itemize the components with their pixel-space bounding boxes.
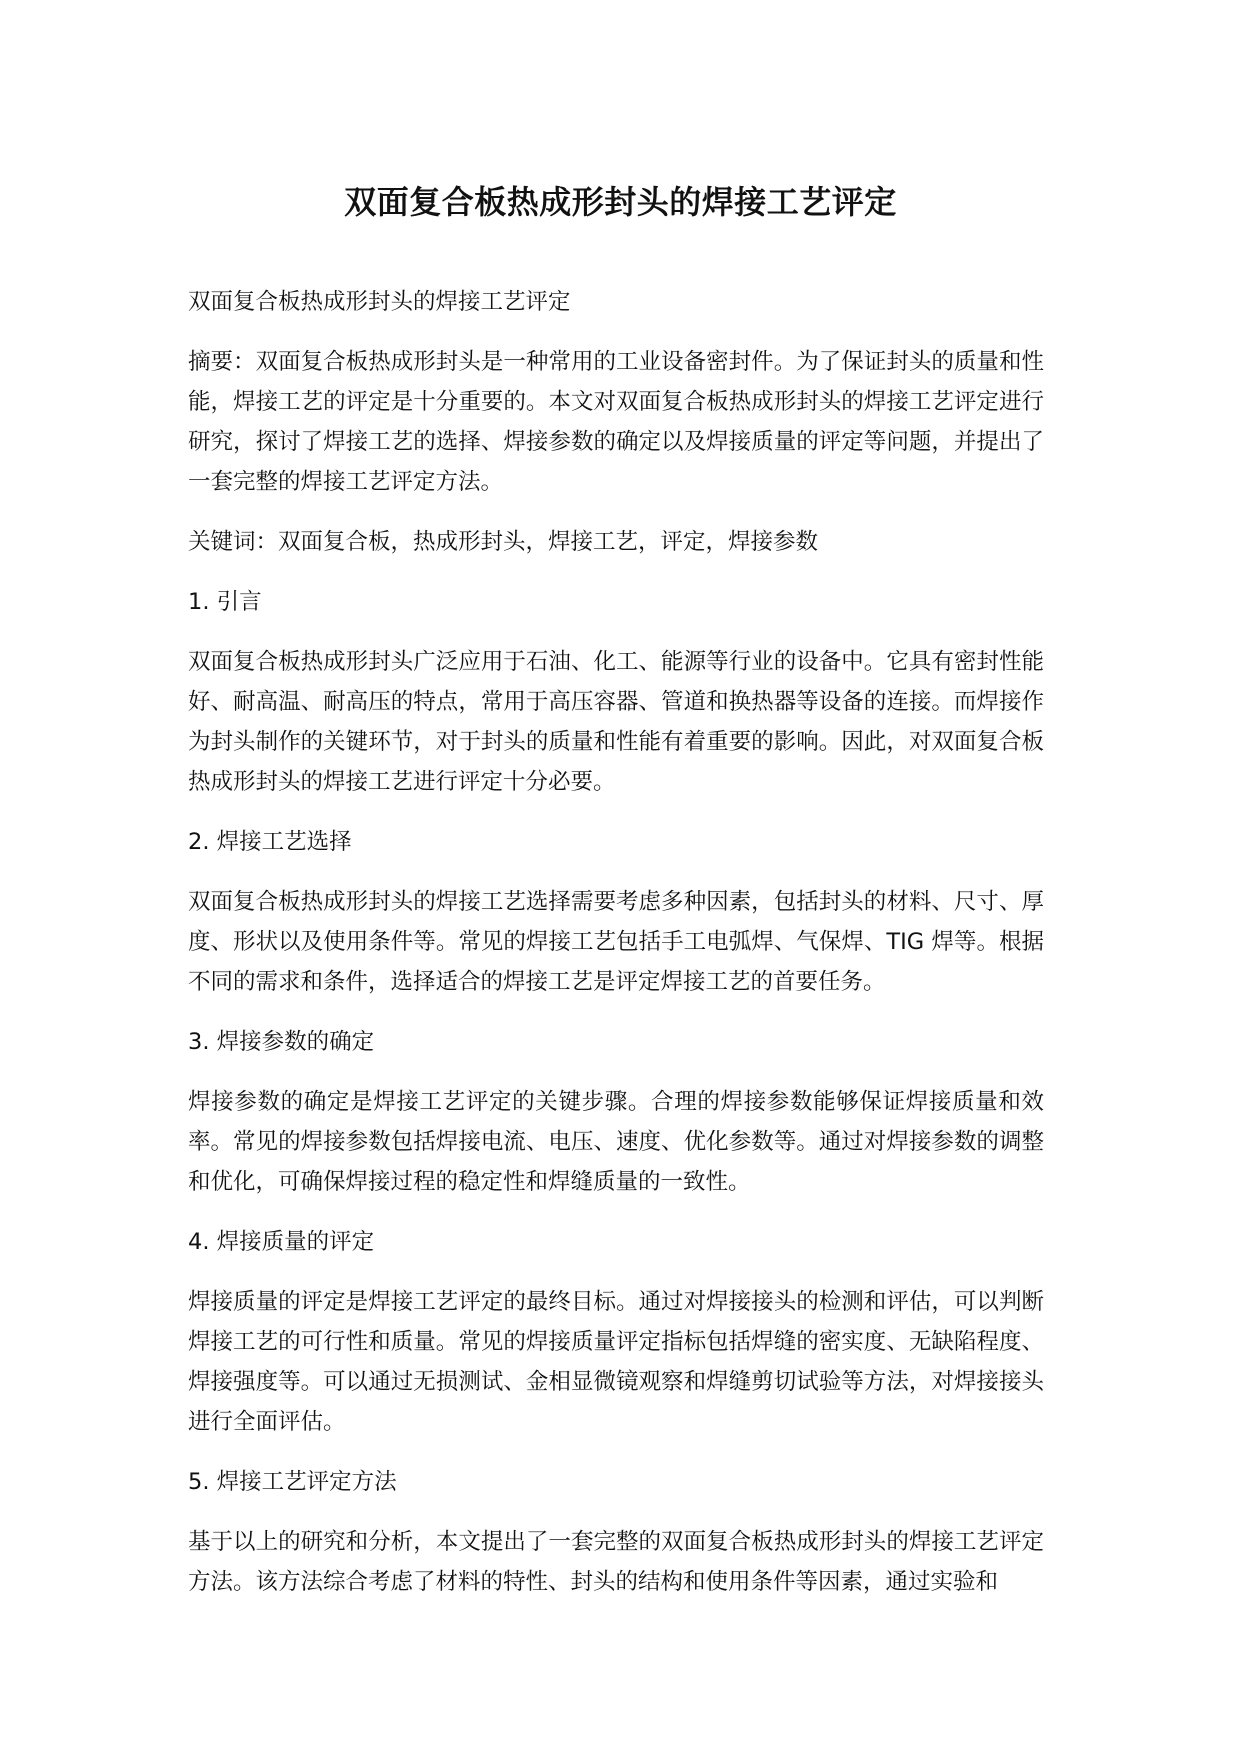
section-heading-introduction: 1. 引言	[188, 589, 262, 615]
keywords-line: 关键词：双面复合板，热成形封头，焊接工艺，评定，焊接参数	[188, 529, 819, 555]
section-body-process-selection: 双面复合板热成形封头的焊接工艺选择需要考虑多种因素，包括封头的材料、尺寸、厚度、形状以及使用条件等。常见的焊接工艺包括手工电弧焊、气保焊、TIG 焊等。根据不同的需求和条件，选择适合的焊接工艺是评定焊接工艺的首要任务。	[188, 889, 1044, 995]
abstract-paragraph: 摘要：双面复合板热成形封头是一种常用的工业设备密封件。为了保证封头的质量和性能，焊接工艺的评定是十分重要的。本文对双面复合板热成形封头的焊接工艺评定进行研究，探讨了焊接工艺的选择、焊接参数的确定以及焊接质量的评定等问题，并提出了一套完整的焊接工艺评定方法。	[188, 349, 1044, 495]
document-title: 双面复合板热成形封头的焊接工艺评定	[344, 183, 897, 221]
section-body-quality: 焊接质量的评定是焊接工艺评定的最终目标。通过对焊接接头的检测和评估，可以判断焊接工艺的可行性和质量。常见的焊接质量评定指标包括焊缝的密实度、无缺陷程度、焊接强度等。可以通过无损测试、金相显微镜观察和焊缝剪切试验等方法，对焊接接头进行全面评估。	[188, 1289, 1044, 1435]
section-body-parameters: 焊接参数的确定是焊接工艺评定的关键步骤。合理的焊接参数能够保证焊接质量和效率。常见的焊接参数包括焊接电流、电压、速度、优化参数等。通过对焊接参数的调整和优化，可确保焊接过程的稳定性和焊缝质量的一致性。	[188, 1089, 1044, 1195]
section-body-method: 基于以上的研究和分析，本文提出了一套完整的双面复合板热成形封头的焊接工艺评定方法。该方法综合考虑了材料的特性、封头的结构和使用条件等因素，通过实验和	[188, 1529, 1044, 1595]
section-heading-parameters: 3. 焊接参数的确定	[188, 1029, 375, 1055]
section-body-introduction: 双面复合板热成形封头广泛应用于石油、化工、能源等行业的设备中。它具有密封性能好、耐高温、耐高压的特点，常用于高压容器、管道和换热器等设备的连接。而焊接作为封头制作的关键环节，对于封头的质量和性能有着重要的影响。因此，对双面复合板热成形封头的焊接工艺进行评定十分必要。	[188, 649, 1044, 795]
section-heading-process-selection: 2. 焊接工艺选择	[188, 829, 352, 855]
document-body	[188, 282, 1044, 1622]
section-heading-method: 5. 焊接工艺评定方法	[188, 1469, 397, 1495]
section-heading-quality: 4. 焊接质量的评定	[188, 1229, 375, 1255]
document-subtitle: 双面复合板热成形封头的焊接工艺评定	[188, 289, 571, 315]
